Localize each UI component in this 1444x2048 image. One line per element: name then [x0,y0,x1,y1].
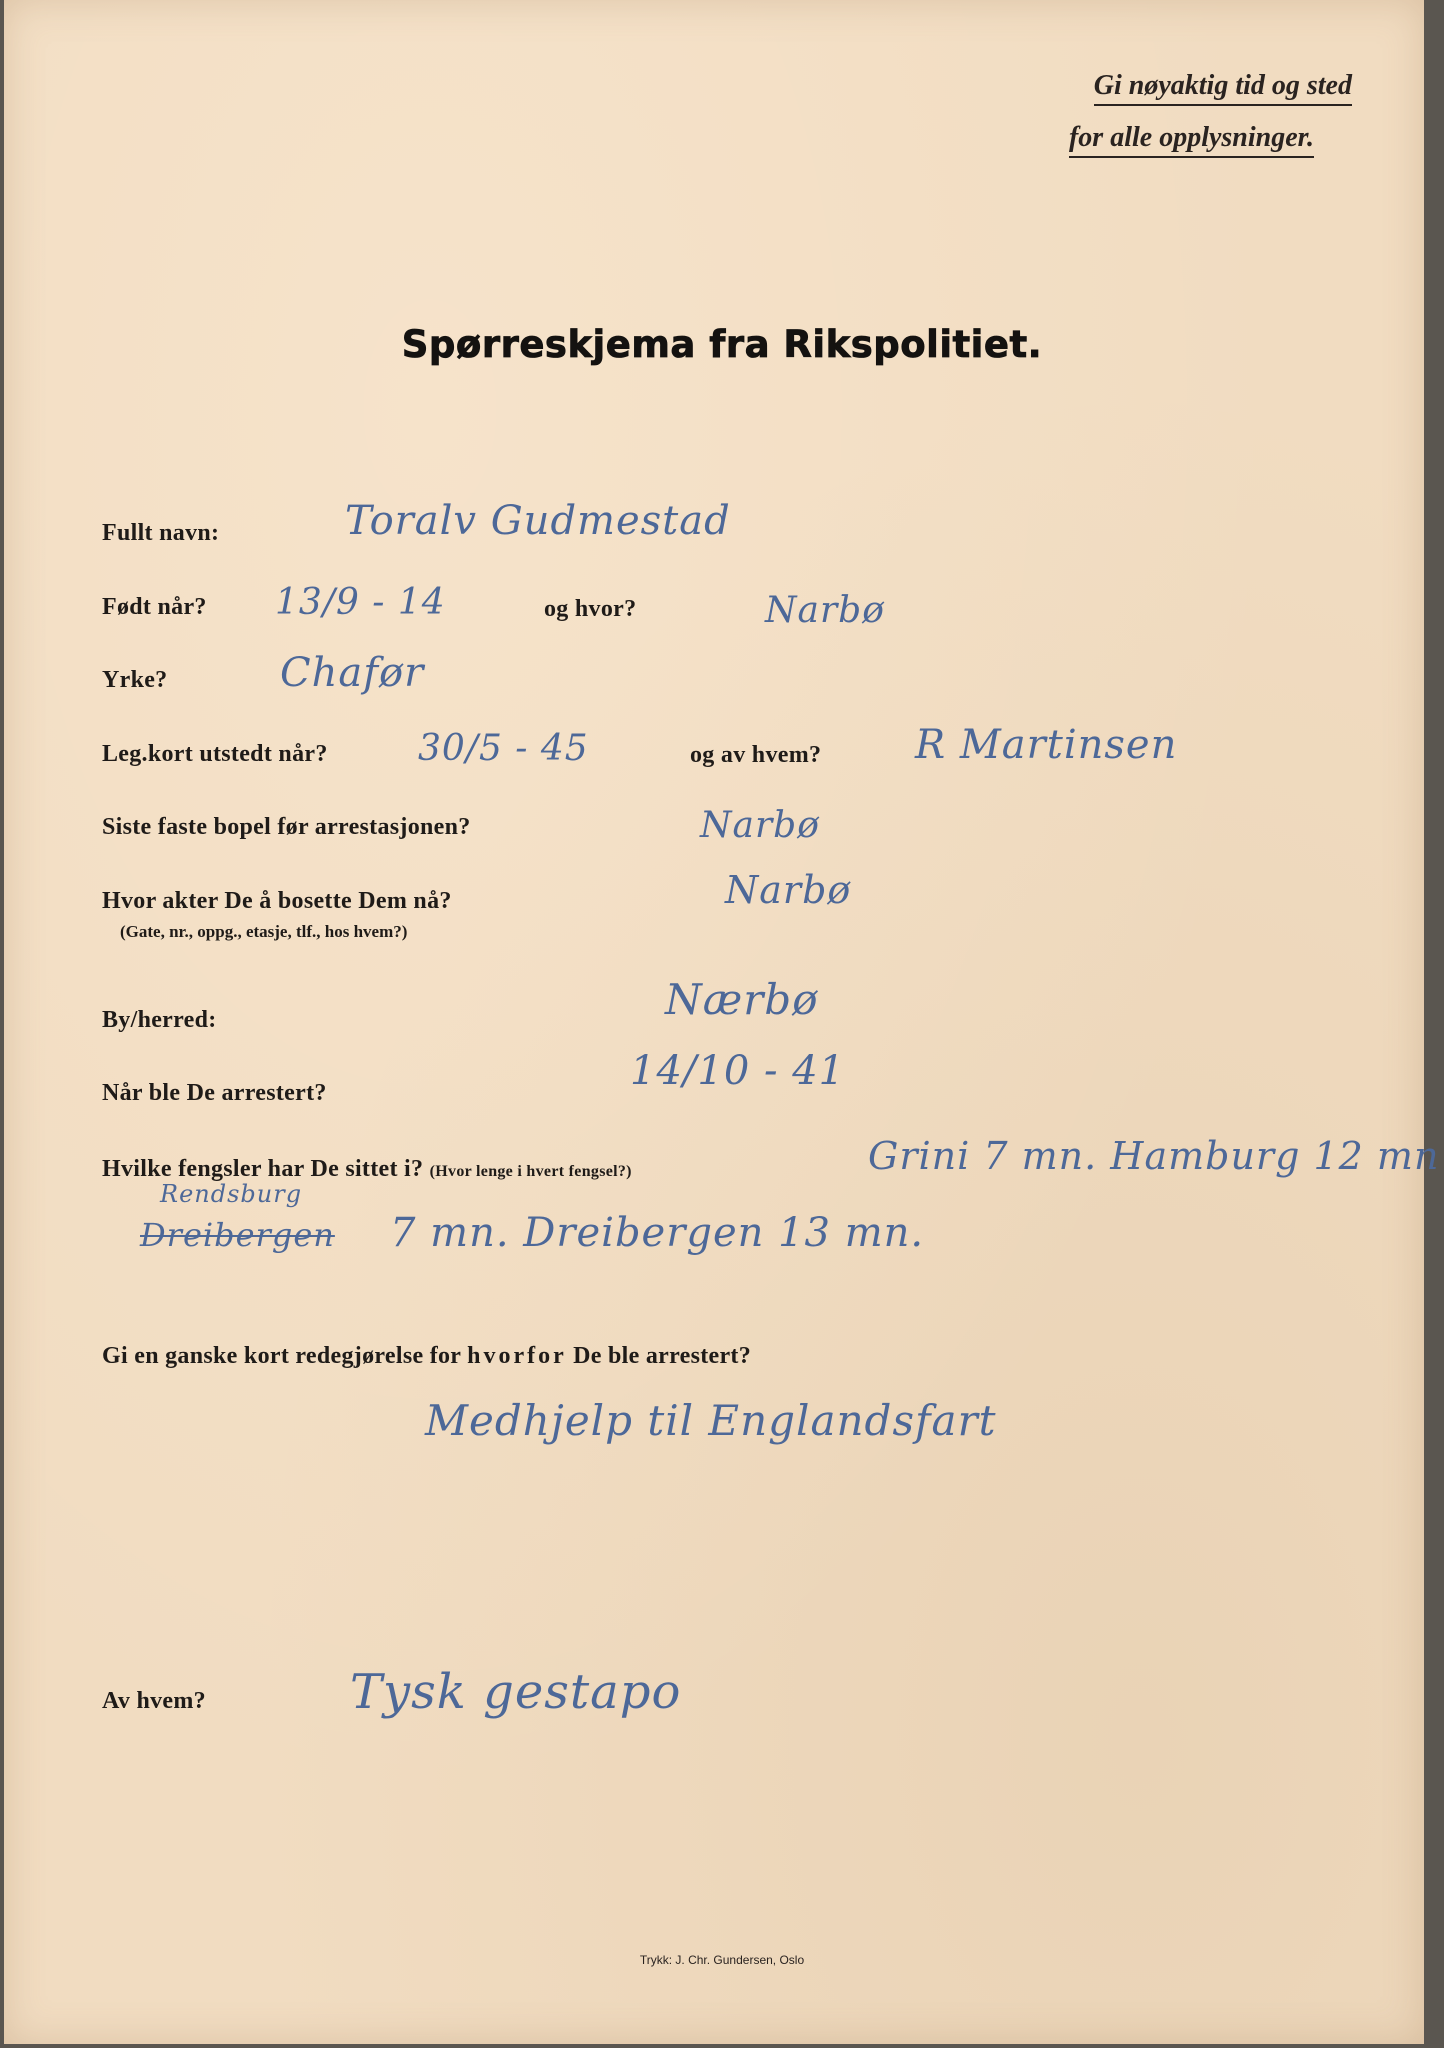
arrested-value[interactable]: 14/10 - 41 [630,1048,846,1094]
prisons-line-1[interactable]: Grini 7 mn. Hamburg 12 mn [868,1134,1440,1178]
reason-label [102,1343,751,1370]
full-name-value[interactable]: Toralv Gudmestad [345,498,731,544]
settle-label: Hvor akter De å bosette Dem nå? [102,888,452,914]
settle-value[interactable]: Narbø [725,868,852,912]
prisons-label [102,1156,632,1183]
printer-imprint: Trykk: J. Chr. Gundersen, Oslo [639,1953,805,1967]
prisons-label-main: Hvilke fengsler har De sittet i? [102,1156,424,1182]
by-whom-value[interactable]: Tysk gestapo [350,1664,682,1720]
settle-sublabel: (Gate, nr., oppg., etasje, tlf., hos hvem?) [120,922,408,941]
born-when-value[interactable]: 13/9 - 14 [275,582,446,623]
full-name-label: Fullt navn: [102,520,220,546]
id-card-value[interactable]: 30/5 - 45 [418,728,589,769]
arrested-label: Når ble De arrestert? [102,1080,327,1106]
municipality-label: By/herred: [102,1007,217,1033]
last-address-value[interactable]: Narbø [700,805,820,846]
born-where-value[interactable]: Narbø [765,590,885,631]
prisons-struck: Dreibergen [140,1216,335,1254]
form-title: Spørreskjema fra Rikspolitiet. [401,323,1043,366]
reason-label-start: Gi en ganske kort redegjørelse for [102,1343,461,1369]
id-card-by-value[interactable]: R Martinsen [915,722,1178,768]
notice-line-1: Gi nøyaktig tid og sted [1094,70,1352,106]
prisons-line-2[interactable]: 7 mn. Dreibergen 13 mn. [390,1210,925,1256]
born-when-label: Født når? [102,594,207,620]
id-card-label: Leg.kort utstedt når? [102,741,328,767]
occupation-label: Yrke? [102,667,168,693]
reason-label-end: De ble arrestert? [573,1343,752,1369]
last-address-label: Siste faste bopel før arrestasjonen? [102,814,471,840]
occupation-value[interactable]: Chafør [280,650,425,696]
born-where-label: og hvor? [544,596,637,622]
prisons-sublabel: (Hvor lenge i hvert fengsel?) [429,1163,632,1180]
by-whom-label: Av hvem? [102,1688,206,1714]
municipality-value[interactable]: Nærbø [665,975,819,1024]
notice-line-2: for alle opplysninger. [1069,122,1314,158]
reason-label-word: hvorfor [467,1343,567,1369]
id-card-by-label: og av hvem? [690,742,822,768]
reason-value[interactable]: Medhjelp til Englandsfart [425,1396,997,1445]
prisons-insert: Rendsburg [160,1180,303,1208]
